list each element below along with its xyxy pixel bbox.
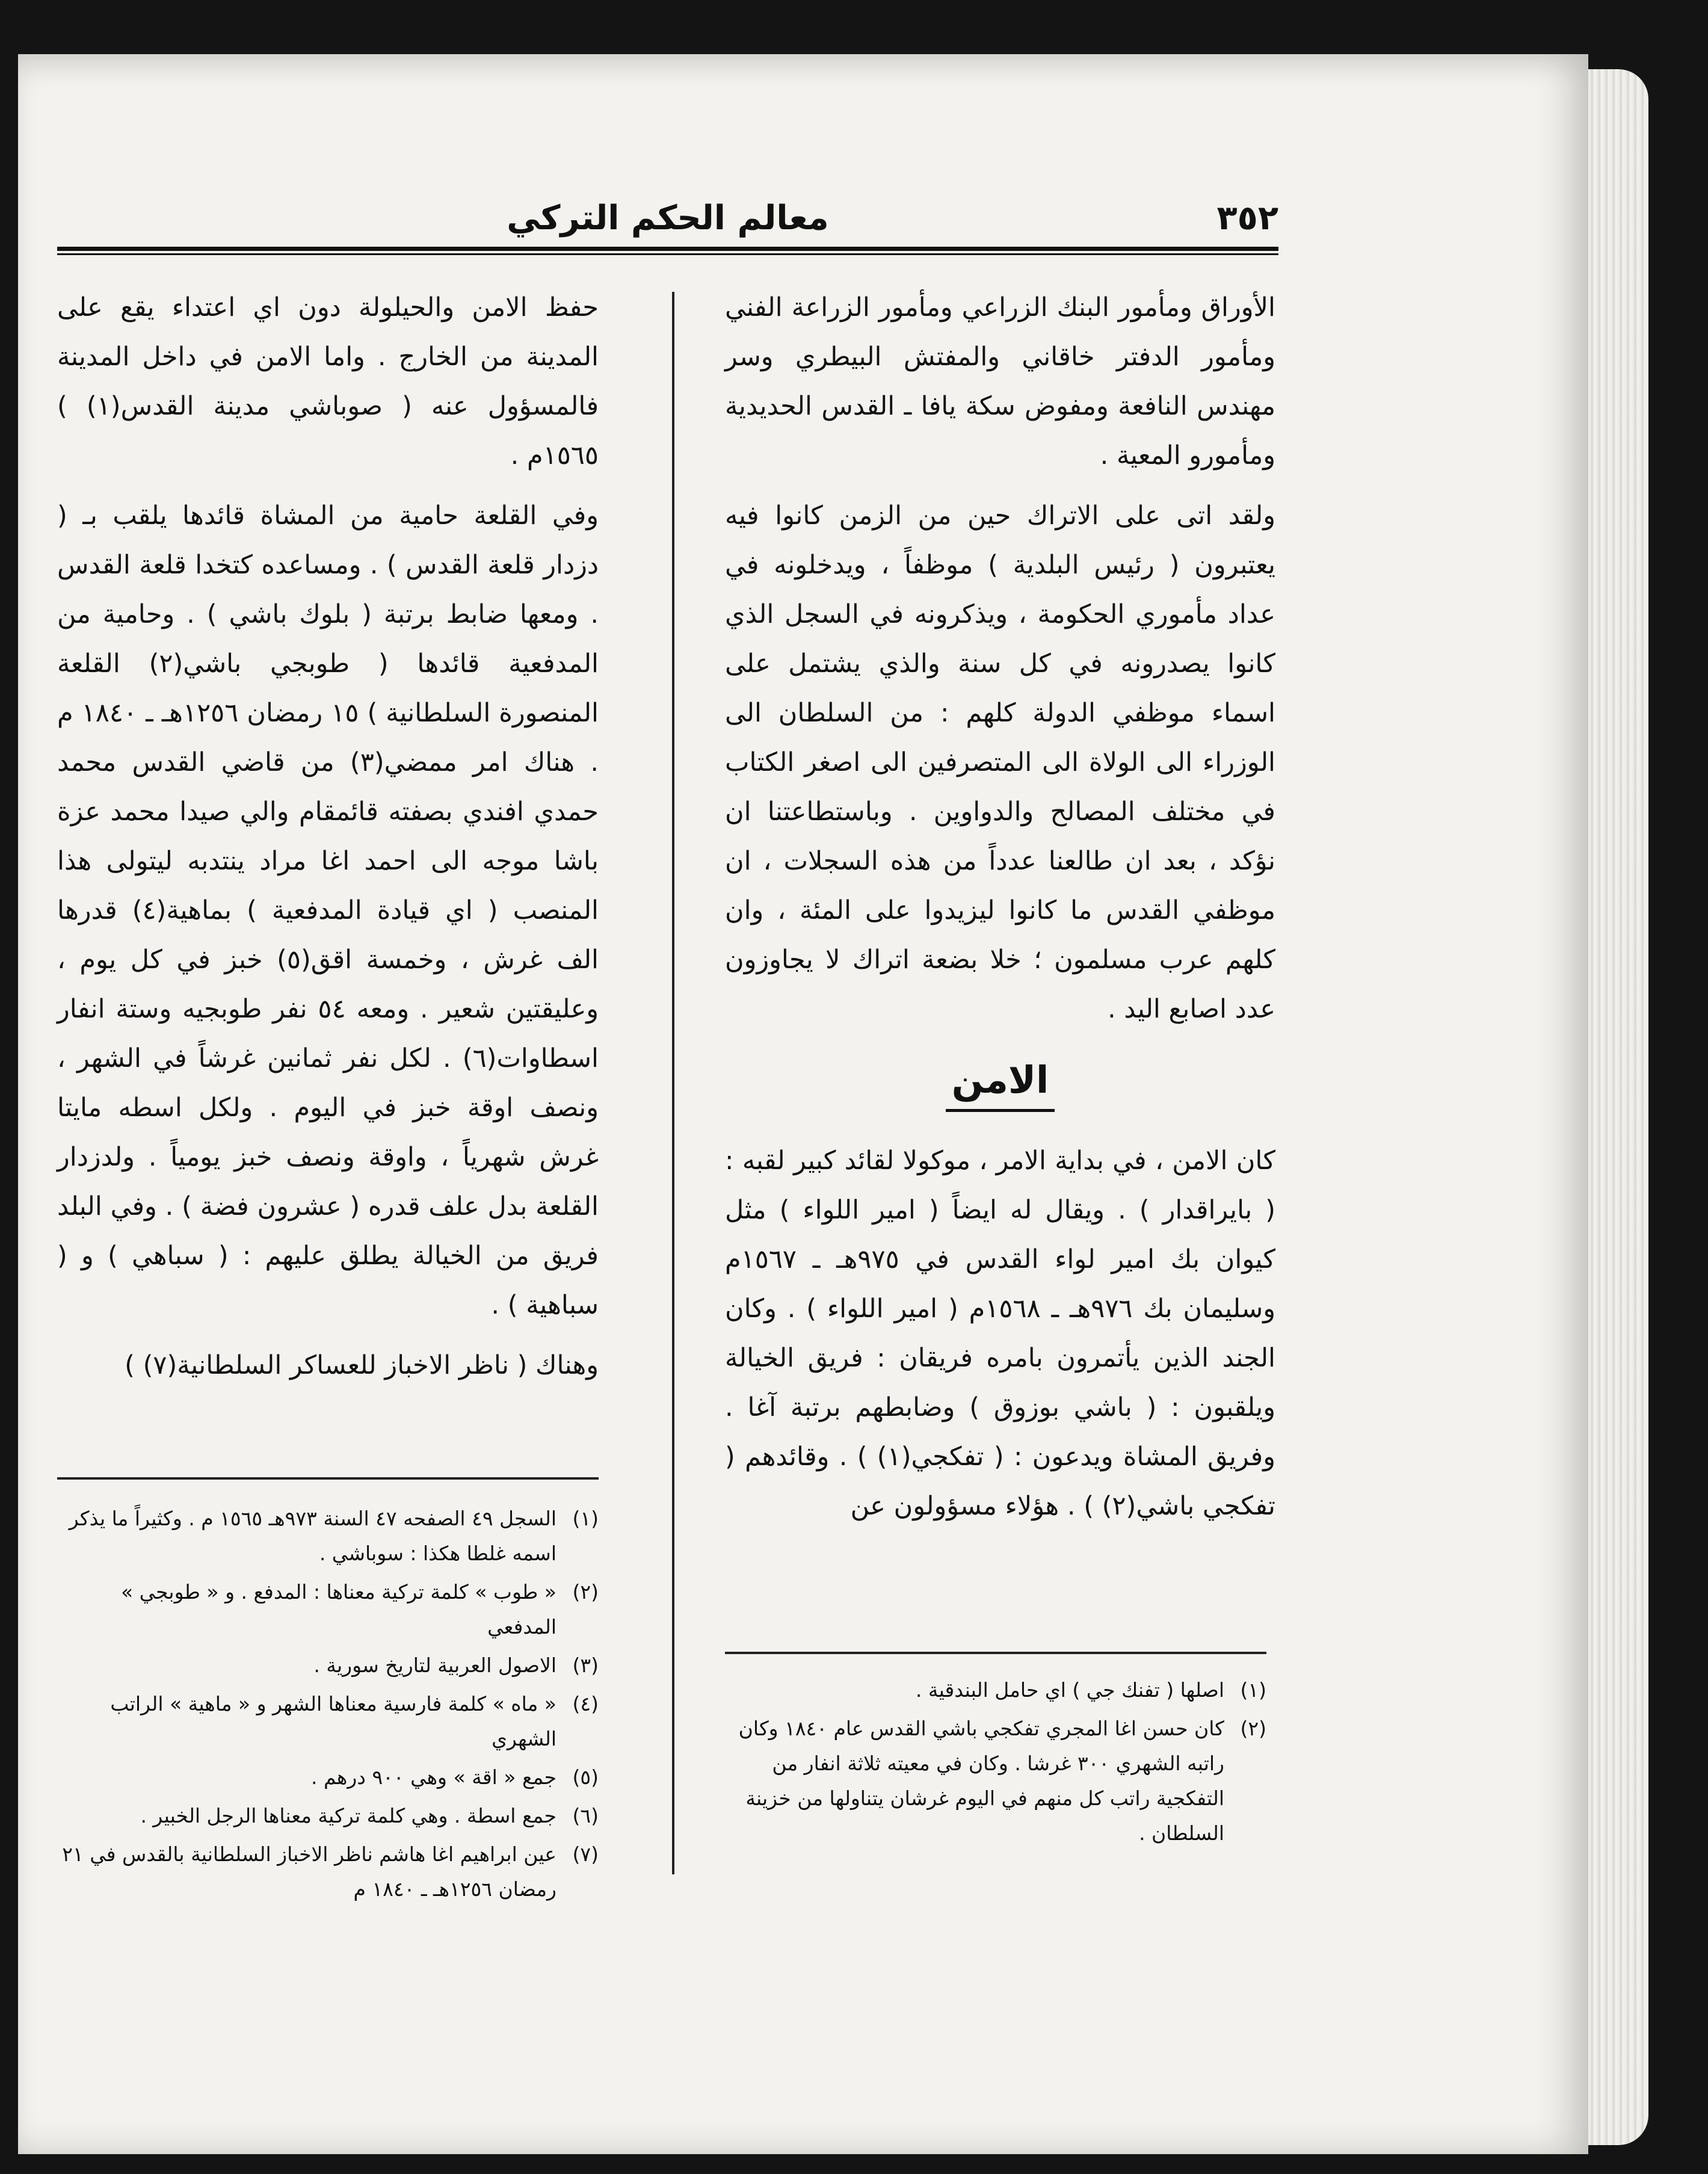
paragraph: ولقد اتى على الاتراك حين من الزمن كانوا فيه يعتبرون ( رئيس البلدية ) موظفاً ، ويدخلونه في عداد مأموري الحكومة ، ويذكرونه في السجل الذي كانوا يصدرونه في كل سنة والذي يشتمل على اسماء موظفي الدولة كلهم : من السلطان الى الوزراء الى الولاة الى المتصرفين الى اصغر الكتاب في مختلف المصالح والدواوين . وباستطاعتنا ان نؤكد ، بعد ان طالعنا عدداً من هذه السجلات ، ان موظفي القدس ما كانوا ليزيدوا على المئة ، وان كلهم عرب مسلمون ؛ خلا بضعة اتراك لا يجاوزون عدد اصابع اليد . bbox=[725, 501, 1275, 1024]
footnote-rule bbox=[57, 1477, 599, 1480]
header-rule bbox=[57, 247, 1278, 255]
right-column bbox=[725, 283, 1275, 1542]
section-heading: الامن bbox=[725, 1058, 1275, 1112]
footnote: (٤) « ماه » كلمة فارسية معناها الشهر و « ماهية » الراتب الشهري bbox=[110, 1692, 599, 1750]
left-footnotes bbox=[57, 1501, 599, 1910]
page-header bbox=[57, 199, 1278, 253]
footnote: (٣) الاصول العربية لتاريخ سورية . bbox=[313, 1654, 599, 1677]
paragraph: حفظ الامن والحيلولة دون اي اعتداء يقع على المدينة من الخارج . واما الامن في داخل المدينة فالمسؤول عنه ( صوباشي مدينة القدس(١) ) ١٥٦٥م . bbox=[57, 292, 599, 471]
left-column bbox=[57, 283, 599, 1401]
paragraph: وفي القلعة حامية من المشاة قائدها يلقب بـ ( دزدار قلعة القدس ) . ومساعده كتخدا قلعة القدس . ومعها ضابط برتبة ( بلوك باشي ) . وحامية من المدفعية قائدها ( طوبجي باشي(٢) القلعة المنصورة السلطانية ) ١٥ رمضان ١٢٥٦هـ ـ ١٨٤٠ م . هناك امر ممضي(٣) من قاضي القدس محمد حمدي افندي بصفته قائمقام والي صيدا محمد عزة باشا موجه الى احمد اغا مراد ينتدبه ليتولى هذا المنصب ( اي قيادة المدفعية ) بماهية(٤) قدرها الف غرش ، وخمسة اقق(٥) خبز في كل يوم ، وعليقتين شعير . ومعه ٥٤ نفر طوبجيه وستة انفار اسطاوات(٦) . لكل نفر ثمانين غرشاً في الشهر ، ونصف اوقة خبز في اليوم . ولكل اسطه مايتا غرش شهرياً ، واوقة ونصف خبز يومياً . ولدزدار القلعة بدل علف قدره ( عشرون فضة ) . وفي البلد فريق من الخيالة يطلق عليهم : ( سباهي ) و ( سباهية ) . bbox=[57, 501, 599, 1320]
right-footnotes bbox=[725, 1673, 1266, 1854]
footnote: (١) السجل ٤٩ الصفحه ٤٧ السنة ٩٧٣هـ ١٥٦٥ م . وكثيراً ما يذكر اسمه غلطا هكذا : سوباشي . bbox=[69, 1507, 599, 1565]
footnote: (٦) جمع اسطة . وهي كلمة تركية معناها الرجل الخبير . bbox=[140, 1804, 599, 1827]
paragraph: الأوراق ومأمور البنك الزراعي ومأمور الزراعة الفني ومأمور الدفتر خاقاني والمفتش البيطري وسر مهندس النافعة ومفوض سكة يافا ـ القدس الحديدية ومأمورو المعية . bbox=[725, 292, 1275, 471]
footnote: (٥) جمع « اقة » وهي ٩٠٠ درهم . bbox=[310, 1765, 599, 1789]
column-divider bbox=[672, 292, 674, 1874]
footnote-rule bbox=[725, 1652, 1266, 1654]
footnote: (٢) « طوب » كلمة تركية معناها : المدفع . و « طوبجي » المدفعي bbox=[120, 1580, 599, 1638]
paragraph: كان الامن ، في بداية الامر ، موكولا لقائد كبير لقبه : ( بايراقدار ) . ويقال له ايضاً ( امير اللواء ) مثل كيوان بك امير لواء القدس في ٩٧٥هـ ـ ١٥٦٧م وسليمان بك ٩٧٦هـ ـ ١٥٦٨م ( امير اللواء ) . وكان الجند الذين يأتمرون بامره فريقان : فريق الخيالة ويلقبون : ( باشي بوزوق ) وضابطهم برتبة آغا . وفريق المشاة ويدعون : ( تفكجي(١) ) . وقائدهم ( تفكجي باشي(٢) ) . هؤلاء مسؤولون عن bbox=[725, 1146, 1275, 1521]
footnote: (١) اصلها ( تفنك جي ) اي حامل البندقية . bbox=[915, 1678, 1266, 1702]
footnote: (٢) كان حسن اغا المجري تفكجي باشي القدس عام ١٨٤٠ وكان راتبه الشهري ٣٠٠ غرشا . وكان في معيته ثلاثة انفار من التفكجية راتب كل منهم في اليوم غرشان يتناولها من خزينة السلطان . bbox=[738, 1717, 1266, 1845]
page-number: ٣٥٢ bbox=[1216, 199, 1278, 238]
paragraph: وهناك ( ناظر الاخباز للعساكر السلطانية(٧) ) bbox=[125, 1350, 599, 1380]
running-title: معالم الحكم التركي bbox=[507, 199, 829, 238]
footnote: (٧) عين ابراهيم اغا هاشم ناظر الاخباز السلطانية بالقدس في ٢١ رمضان ١٢٥٦هـ ـ ١٨٤٠ م bbox=[62, 1842, 599, 1901]
